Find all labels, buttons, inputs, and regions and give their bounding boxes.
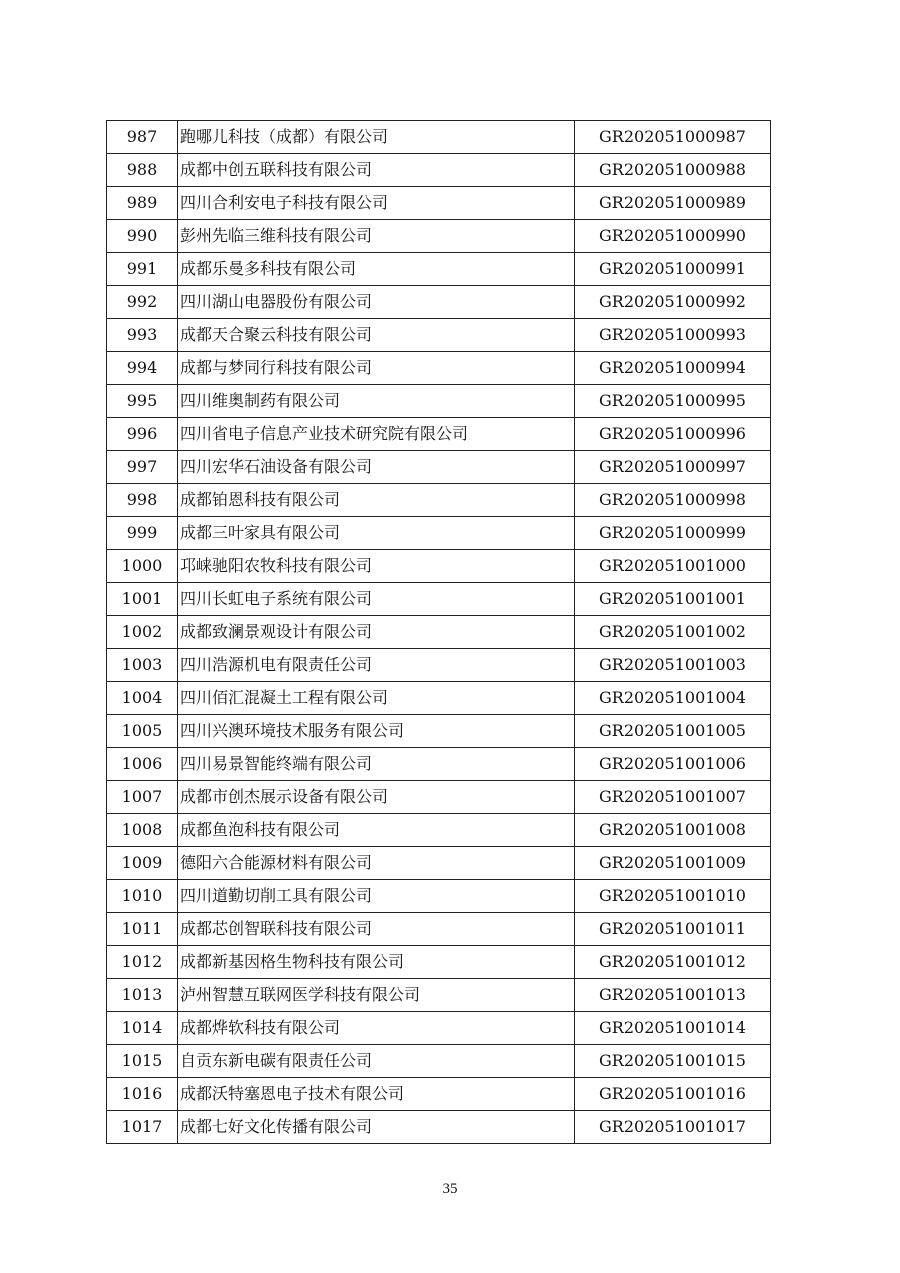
certificate-code: GR202051001010 xyxy=(575,880,771,913)
row-number: 1008 xyxy=(107,814,178,847)
row-number: 1007 xyxy=(107,781,178,814)
certificate-code: GR202051000998 xyxy=(575,484,771,517)
table-row xyxy=(107,1045,771,1078)
company-name: 四川合利安电子科技有限公司 xyxy=(178,187,575,220)
table-row xyxy=(107,649,771,682)
company-name: 成都新基因格生物科技有限公司 xyxy=(178,946,575,979)
certificate-code: GR202051001007 xyxy=(575,781,771,814)
table-row xyxy=(107,583,771,616)
certificate-code: GR202051000987 xyxy=(575,121,771,154)
table-row xyxy=(107,616,771,649)
table-row xyxy=(107,187,771,220)
company-name: 成都三叶家具有限公司 xyxy=(178,517,575,550)
table-row xyxy=(107,715,771,748)
table-row xyxy=(107,385,771,418)
certificate-code: GR202051001008 xyxy=(575,814,771,847)
certificate-code: GR202051001009 xyxy=(575,847,771,880)
company-name: 成都市创杰展示设备有限公司 xyxy=(178,781,575,814)
certificate-code: GR202051000988 xyxy=(575,154,771,187)
company-name: 四川道勤切削工具有限公司 xyxy=(178,880,575,913)
company-name: 成都致澜景观设计有限公司 xyxy=(178,616,575,649)
table-body xyxy=(107,121,771,1144)
company-name: 成都芯创智联科技有限公司 xyxy=(178,913,575,946)
company-name: 成都烨软科技有限公司 xyxy=(178,1012,575,1045)
row-number: 991 xyxy=(107,253,178,286)
certificate-code: GR202051001011 xyxy=(575,913,771,946)
row-number: 1012 xyxy=(107,946,178,979)
certificate-code: GR202051001012 xyxy=(575,946,771,979)
company-name: 自贡东新电碳有限责任公司 xyxy=(178,1045,575,1078)
row-number: 989 xyxy=(107,187,178,220)
certificate-code: GR202051001014 xyxy=(575,1012,771,1045)
company-name: 成都天合聚云科技有限公司 xyxy=(178,319,575,352)
company-name: 四川维奥制药有限公司 xyxy=(178,385,575,418)
table-row xyxy=(107,682,771,715)
table-row xyxy=(107,814,771,847)
company-name: 成都七好文化传播有限公司 xyxy=(178,1111,575,1144)
table-row xyxy=(107,154,771,187)
table-row xyxy=(107,220,771,253)
table-row xyxy=(107,517,771,550)
row-number: 1010 xyxy=(107,880,178,913)
row-number: 1005 xyxy=(107,715,178,748)
table-row xyxy=(107,451,771,484)
certificate-code: GR202051001006 xyxy=(575,748,771,781)
company-name: 四川长虹电子系统有限公司 xyxy=(178,583,575,616)
company-name: 四川省电子信息产业技术研究院有限公司 xyxy=(178,418,575,451)
certificate-code: GR202051001013 xyxy=(575,979,771,1012)
row-number: 1015 xyxy=(107,1045,178,1078)
certificate-code: GR202051001015 xyxy=(575,1045,771,1078)
company-name: 成都铂恩科技有限公司 xyxy=(178,484,575,517)
table-row xyxy=(107,1012,771,1045)
certificate-code: GR202051001003 xyxy=(575,649,771,682)
company-name: 成都乐曼多科技有限公司 xyxy=(178,253,575,286)
row-number: 997 xyxy=(107,451,178,484)
company-name: 彭州先临三维科技有限公司 xyxy=(178,220,575,253)
table-row xyxy=(107,418,771,451)
company-name: 四川佰汇混凝土工程有限公司 xyxy=(178,682,575,715)
certificate-code: GR202051000994 xyxy=(575,352,771,385)
table-row xyxy=(107,484,771,517)
row-number: 1002 xyxy=(107,616,178,649)
row-number: 1011 xyxy=(107,913,178,946)
certificate-code: GR202051001005 xyxy=(575,715,771,748)
company-name: 四川湖山电器股份有限公司 xyxy=(178,286,575,319)
company-name: 成都鱼泡科技有限公司 xyxy=(178,814,575,847)
certificate-code: GR202051000996 xyxy=(575,418,771,451)
row-number: 987 xyxy=(107,121,178,154)
certificate-code: GR202051001002 xyxy=(575,616,771,649)
certificate-code: GR202051001004 xyxy=(575,682,771,715)
certificate-code: GR202051000989 xyxy=(575,187,771,220)
table-row xyxy=(107,1078,771,1111)
company-name: 成都中创五联科技有限公司 xyxy=(178,154,575,187)
row-number: 1013 xyxy=(107,979,178,1012)
table-row xyxy=(107,121,771,154)
certificate-code: GR202051000992 xyxy=(575,286,771,319)
company-name: 邛崃驰阳农牧科技有限公司 xyxy=(178,550,575,583)
table-row xyxy=(107,1111,771,1144)
certificate-code: GR202051000995 xyxy=(575,385,771,418)
table-row xyxy=(107,352,771,385)
row-number: 996 xyxy=(107,418,178,451)
company-name: 跑哪儿科技（成都）有限公司 xyxy=(178,121,575,154)
certificate-code: GR202051001017 xyxy=(575,1111,771,1144)
company-name: 四川浩源机电有限责任公司 xyxy=(178,649,575,682)
table-row xyxy=(107,979,771,1012)
row-number: 998 xyxy=(107,484,178,517)
table-row xyxy=(107,319,771,352)
certificate-code: GR202051001000 xyxy=(575,550,771,583)
certificate-code: GR202051000991 xyxy=(575,253,771,286)
table-row xyxy=(107,781,771,814)
company-table xyxy=(106,120,771,1144)
table-row xyxy=(107,913,771,946)
certificate-code: GR202051000997 xyxy=(575,451,771,484)
company-name: 成都与梦同行科技有限公司 xyxy=(178,352,575,385)
table-row xyxy=(107,847,771,880)
row-number: 988 xyxy=(107,154,178,187)
table-row xyxy=(107,946,771,979)
company-name: 德阳六合能源材料有限公司 xyxy=(178,847,575,880)
row-number: 1000 xyxy=(107,550,178,583)
row-number: 1004 xyxy=(107,682,178,715)
row-number: 1009 xyxy=(107,847,178,880)
table-row xyxy=(107,253,771,286)
row-number: 990 xyxy=(107,220,178,253)
certificate-code: GR202051000999 xyxy=(575,517,771,550)
table-row xyxy=(107,880,771,913)
table-row xyxy=(107,550,771,583)
table-row xyxy=(107,286,771,319)
table-row xyxy=(107,748,771,781)
company-name: 成都沃特塞恩电子技术有限公司 xyxy=(178,1078,575,1111)
row-number: 1001 xyxy=(107,583,178,616)
company-name: 泸州智慧互联网医学科技有限公司 xyxy=(178,979,575,1012)
page-number: 35 xyxy=(442,1181,458,1197)
certificate-code: GR202051000990 xyxy=(575,220,771,253)
row-number: 995 xyxy=(107,385,178,418)
row-number: 999 xyxy=(107,517,178,550)
row-number: 993 xyxy=(107,319,178,352)
row-number: 1016 xyxy=(107,1078,178,1111)
certificate-code: GR202051001016 xyxy=(575,1078,771,1111)
company-name: 四川兴澳环境技术服务有限公司 xyxy=(178,715,575,748)
row-number: 1014 xyxy=(107,1012,178,1045)
company-name: 四川宏华石油设备有限公司 xyxy=(178,451,575,484)
row-number: 994 xyxy=(107,352,178,385)
row-number: 1017 xyxy=(107,1111,178,1144)
row-number: 992 xyxy=(107,286,178,319)
row-number: 1006 xyxy=(107,748,178,781)
row-number: 1003 xyxy=(107,649,178,682)
company-name: 四川易景智能终端有限公司 xyxy=(178,748,575,781)
certificate-code: GR202051001001 xyxy=(575,583,771,616)
certificate-code: GR202051000993 xyxy=(575,319,771,352)
